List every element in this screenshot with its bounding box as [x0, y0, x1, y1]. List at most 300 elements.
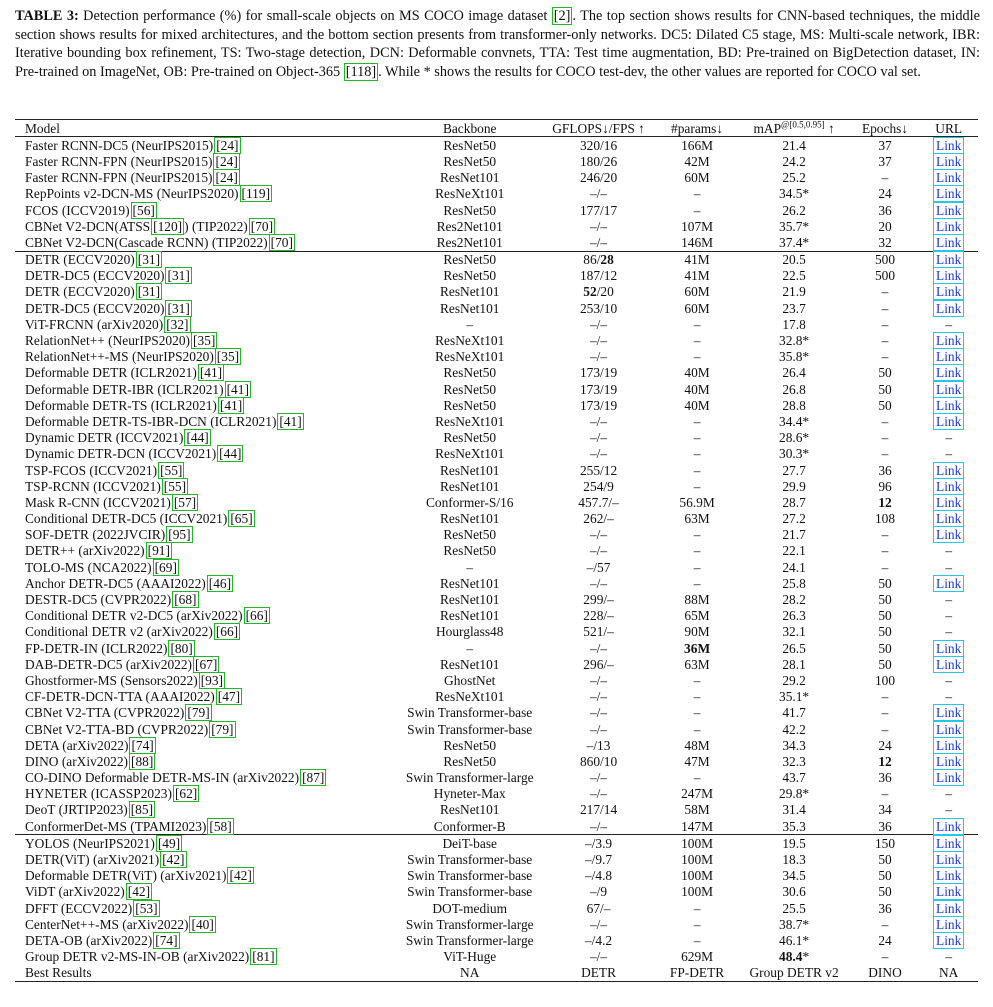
- url-link[interactable]: Link: [933, 510, 964, 527]
- url-link[interactable]: Link: [933, 300, 964, 317]
- cell-backbone: Hyneter-Max: [433, 786, 506, 802]
- citation-link[interactable]: [66]: [245, 608, 268, 624]
- gflops-value: 255/12: [579, 462, 618, 478]
- citation-link[interactable]: [88]: [131, 753, 154, 769]
- cell-model: [15, 575, 399, 591]
- map-value: 26.3: [782, 608, 806, 624]
- params-value: 90M: [684, 624, 710, 640]
- citation-link[interactable]: [79]: [187, 705, 210, 721]
- url-link[interactable]: Link: [933, 332, 964, 349]
- cell-epochs: [851, 640, 920, 656]
- cell-url: [919, 949, 978, 965]
- url-value: –: [945, 543, 953, 559]
- map-value: 29.2: [782, 672, 806, 688]
- url-link[interactable]: Link: [933, 218, 964, 235]
- cell-url: [919, 786, 978, 802]
- citation-link[interactable]: [79]: [211, 721, 234, 737]
- map-value: 24.2: [782, 153, 806, 169]
- cell-backbone: ResNet50: [443, 397, 497, 413]
- url-link[interactable]: Link: [933, 397, 964, 414]
- citation-link[interactable]: [93]: [200, 672, 223, 688]
- table-row: [15, 202, 978, 218]
- cell-backbone: ResNeXt101: [435, 689, 505, 705]
- citation-link[interactable]: [24]: [216, 137, 239, 153]
- cell-url: [919, 721, 978, 737]
- cell-params: [657, 527, 738, 543]
- citation-link[interactable]: [42]: [162, 852, 185, 868]
- gflops-value: 67/–: [586, 900, 611, 916]
- url-link[interactable]: Link: [933, 883, 964, 900]
- url-value: –: [945, 689, 953, 705]
- url-link[interactable]: Link: [933, 137, 964, 154]
- url-link[interactable]: Link: [933, 381, 964, 398]
- cell-backbone: ResNet50: [443, 202, 497, 218]
- citation-link[interactable]: [119]: [241, 186, 271, 202]
- map-value: 28.1: [782, 656, 806, 672]
- header-url: URL: [935, 120, 963, 136]
- cell-epochs: [851, 332, 920, 348]
- citation-link[interactable]: [40]: [191, 916, 214, 932]
- url-link[interactable]: Link: [933, 851, 964, 868]
- url-value: –: [945, 446, 953, 462]
- cell-backbone: Swin Transformer-base: [407, 852, 533, 868]
- cell-epochs: [851, 462, 920, 478]
- cell-map: [737, 268, 850, 284]
- cell-model: [15, 884, 399, 900]
- citation-link[interactable]: [55]: [160, 462, 183, 478]
- url-value: –: [945, 430, 953, 446]
- cell-model: [15, 430, 399, 446]
- citation-link[interactable]: [32]: [166, 316, 189, 332]
- cell-model: [15, 413, 399, 429]
- citation-link[interactable]: [44]: [186, 430, 209, 446]
- url-link[interactable]: Link: [933, 753, 964, 770]
- cell-epochs: [851, 818, 920, 835]
- url-link[interactable]: Link: [933, 818, 964, 835]
- cell-url: [919, 202, 978, 218]
- cell-params: [657, 381, 738, 397]
- url-link[interactable]: Link: [933, 234, 964, 251]
- epochs-value: 50: [878, 397, 892, 413]
- citation-link[interactable]: [42]: [127, 884, 151, 900]
- citation-link[interactable]: [55]: [163, 478, 187, 494]
- table-row: [15, 284, 978, 300]
- cell-map: [737, 332, 850, 348]
- citation-link[interactable]: [35]: [192, 333, 216, 349]
- cell-gflops: [540, 234, 656, 251]
- model-name: CenterNet++-MS (arXiv2022): [25, 916, 189, 932]
- cell-model: [15, 397, 399, 413]
- cell-url: [919, 591, 978, 607]
- cell-gflops: [540, 916, 656, 932]
- url-link[interactable]: Link: [933, 478, 964, 495]
- citation-link[interactable]: [44]: [219, 446, 242, 462]
- epochs-value: –: [881, 413, 889, 429]
- cell-map: [737, 753, 850, 769]
- model-name: FCOS (ICCV2019): [25, 202, 130, 218]
- params-value: –: [693, 478, 701, 494]
- citation-link[interactable]: [24]: [215, 153, 238, 169]
- cell-gflops: [540, 446, 656, 462]
- table-row: [15, 332, 978, 348]
- cell-params: [657, 300, 738, 316]
- section-cnn: [15, 137, 978, 251]
- model-name: Conditional DETR-DC5 (ICCV2021): [25, 511, 228, 527]
- citation-link[interactable]: [66]: [215, 624, 239, 640]
- cell-map: [737, 316, 850, 332]
- citation-link[interactable]: [42]: [229, 868, 252, 884]
- cell-gflops: [540, 494, 656, 510]
- cell-params: [657, 900, 738, 916]
- citation-link[interactable]: [87]: [302, 770, 325, 786]
- gflops-value: –/–: [589, 430, 608, 446]
- url-link[interactable]: Link: [933, 932, 964, 949]
- url-link[interactable]: Link: [933, 721, 964, 738]
- gflops-value: –/–: [589, 446, 608, 462]
- citation-link[interactable]: [24]: [215, 170, 238, 186]
- gflops-value: –/–: [589, 689, 608, 705]
- cell-backbone: ResNet50: [443, 737, 497, 753]
- cell-model: [15, 786, 399, 802]
- url-link[interactable]: Link: [933, 202, 964, 219]
- cell-gflops: [540, 851, 656, 867]
- citation-link[interactable]: [74]: [155, 932, 178, 948]
- citation-link[interactable]: [58]: [209, 818, 232, 834]
- citation-link[interactable]: [56]: [132, 202, 155, 218]
- gflops-value: /20: [596, 284, 614, 300]
- epochs-value: 36: [878, 202, 892, 218]
- citation-link[interactable]: [67]: [194, 656, 218, 672]
- cell-url: [919, 900, 978, 916]
- epochs-value: 50: [878, 381, 892, 397]
- citation-link[interactable]: [69]: [154, 559, 177, 575]
- cell-model: [15, 705, 399, 721]
- caption-ref-2[interactable]: [118]: [345, 63, 377, 80]
- cell-params: [657, 851, 738, 867]
- epochs-value: –: [881, 300, 889, 316]
- cell-url: [919, 218, 978, 234]
- cell-model: [15, 624, 399, 640]
- cell-backbone: ResNet101: [439, 170, 500, 186]
- citation-link[interactable]: [74]: [131, 737, 154, 753]
- url-link[interactable]: Link: [933, 185, 964, 202]
- citation-link[interactable]: [49]: [157, 835, 181, 851]
- header-model: Model: [25, 120, 60, 136]
- url-link[interactable]: Link: [933, 364, 964, 381]
- gflops-value: 173/19: [579, 381, 618, 397]
- cell-map: [737, 462, 850, 478]
- epochs-value: 37: [878, 137, 892, 153]
- epochs-value: 108: [874, 511, 896, 527]
- cell-params: [657, 413, 738, 429]
- cell-backbone: ResNet101: [439, 575, 500, 591]
- cell-epochs: [851, 251, 920, 268]
- cell-map: [737, 153, 850, 169]
- cell-model: [15, 170, 399, 186]
- citation-link[interactable]: [70]: [250, 218, 274, 234]
- cell-epochs: [851, 916, 920, 932]
- citation-link[interactable]: [80]: [170, 640, 193, 656]
- cell-url: [919, 527, 978, 543]
- url-link[interactable]: Link: [933, 640, 964, 657]
- epochs-value: 37: [878, 153, 892, 169]
- url-link[interactable]: Link: [933, 494, 964, 511]
- epochs-value: –: [881, 721, 889, 737]
- citation-link[interactable]: [62]: [174, 786, 198, 802]
- model-name: SOF-DETR (2022JVCIR): [25, 527, 166, 543]
- citation-link[interactable]: [31]: [137, 284, 161, 300]
- citation-link[interactable]: [31]: [167, 300, 190, 316]
- cell-params: [657, 234, 738, 251]
- table-row: [15, 786, 978, 802]
- cell-url: [919, 284, 978, 300]
- cell-backbone: ResNet101: [439, 462, 500, 478]
- params-value: –: [693, 462, 701, 478]
- citation-link[interactable]: [41]: [219, 397, 243, 413]
- gflops-value: –/–: [589, 349, 608, 365]
- citation-link[interactable]: [81]: [252, 949, 275, 965]
- model-name: DETR++ (arXiv2022): [25, 543, 145, 559]
- gflops-value: –/3.9: [584, 835, 613, 851]
- cell-map: [737, 770, 850, 786]
- table-row: [15, 705, 978, 721]
- section-mixed: [15, 251, 978, 835]
- model-name: Anchor DETR-DC5 (AAAI2022): [25, 575, 206, 591]
- params-value: 100M: [681, 868, 714, 884]
- citation-link[interactable]: [31]: [137, 252, 161, 268]
- cell-model: [15, 608, 399, 624]
- cell-backbone: ResNet50: [443, 381, 497, 397]
- cell-map: [737, 884, 850, 900]
- gflops-value: –/4.8: [584, 868, 613, 884]
- cell-url: [919, 268, 978, 284]
- cell-model: [15, 770, 399, 786]
- url-link[interactable]: Link: [933, 916, 964, 933]
- cell-backbone: ResNet50: [443, 153, 497, 169]
- map-value: 25.8: [782, 575, 806, 591]
- cell-gflops: [540, 818, 656, 835]
- cell-map: [737, 137, 850, 154]
- citation-link[interactable]: [91]: [147, 543, 170, 559]
- model-name: Conditional DETR v2-DC5 (arXiv2022): [25, 608, 243, 624]
- cell-url: [919, 753, 978, 769]
- citation-link[interactable]: [31]: [167, 268, 190, 284]
- cell-epochs: [851, 137, 920, 154]
- model-name: Conditional DETR v2 (arXiv2022): [25, 624, 213, 640]
- citation-link[interactable]: [65]: [230, 511, 253, 527]
- caption-ref-1[interactable]: [2]: [553, 8, 571, 24]
- gflops-value: 246/20: [579, 170, 618, 186]
- table-row: [15, 511, 978, 527]
- url-link[interactable]: Link: [933, 153, 964, 170]
- cell-model: [15, 559, 399, 575]
- cell-url: [919, 332, 978, 348]
- gflops-value: 521/–: [583, 624, 614, 640]
- cell-epochs: [851, 478, 920, 494]
- table-row: [15, 818, 978, 835]
- params-value: 166M: [681, 137, 714, 153]
- cell-params: [657, 802, 738, 818]
- params-value: 63M: [684, 656, 710, 672]
- cell-url: [919, 608, 978, 624]
- cell-backbone: ResNeXt101: [435, 186, 505, 202]
- params-value: 40M: [684, 397, 710, 413]
- cell-epochs: [851, 430, 920, 446]
- cell-gflops: [540, 413, 656, 429]
- cell-epochs: [851, 349, 920, 365]
- citation-link[interactable]: [57]: [173, 494, 197, 510]
- cell-params: [657, 137, 738, 154]
- model-name: ViT-FRCNN (arXiv2020): [25, 316, 164, 332]
- cell-url: [919, 884, 978, 900]
- citation-link[interactable]: [95]: [168, 527, 191, 543]
- cell-epochs: [851, 965, 920, 982]
- citation-link[interactable]: [53]: [135, 900, 158, 916]
- params-value: –: [693, 202, 701, 218]
- map-value: 35.8*: [779, 349, 810, 365]
- cell-backbone: Swin Transformer-base: [407, 721, 533, 737]
- citation-link[interactable]: [70]: [270, 234, 293, 250]
- gflops-value: –/13: [586, 737, 611, 753]
- url-link[interactable]: Link: [933, 526, 964, 543]
- epochs-value: 500: [874, 268, 896, 284]
- cell-backbone: DeiT-base: [399, 835, 540, 852]
- cell-gflops: [540, 608, 656, 624]
- url-link[interactable]: Link: [933, 835, 964, 852]
- citation-link[interactable]: [41]: [279, 413, 302, 429]
- cell-model: [15, 511, 399, 527]
- table-row: [15, 494, 978, 510]
- cell-params: [657, 624, 738, 640]
- cell-model: [15, 965, 399, 982]
- cell-url: [919, 137, 978, 154]
- citation-link[interactable]: [41]: [199, 365, 223, 381]
- cell-map: [737, 737, 850, 753]
- cell-model: [15, 284, 399, 300]
- url-link[interactable]: Link: [933, 769, 964, 786]
- model-name: Faster RCNN-FPN (NeurIPS2015): [25, 170, 213, 186]
- params-value: –: [693, 900, 701, 916]
- cell-epochs: [851, 835, 920, 852]
- cell-map: [737, 234, 850, 251]
- header-map: [737, 120, 850, 137]
- url-link[interactable]: Link: [933, 283, 964, 300]
- model-name: DETA (arXiv2022): [25, 737, 129, 753]
- url-value: –: [945, 802, 953, 818]
- cell-params: [657, 965, 738, 982]
- map-value: 34.3: [782, 737, 806, 753]
- table-row: [15, 965, 978, 982]
- cell-gflops: [540, 802, 656, 818]
- citation-link[interactable]: [85]: [130, 802, 154, 818]
- url-link[interactable]: Link: [933, 169, 964, 186]
- citation-link[interactable]: [68]: [174, 592, 197, 608]
- url-link[interactable]: Link: [933, 867, 964, 884]
- cell-gflops: [540, 656, 656, 672]
- cell-backbone: ResNeXt101: [435, 446, 505, 462]
- map-value: 21.9: [782, 284, 806, 300]
- cell-params: [657, 770, 738, 786]
- url-link[interactable]: Link: [933, 704, 964, 721]
- params-value: –: [693, 770, 701, 786]
- gflops-value: –/–: [589, 949, 608, 965]
- cell-map: [737, 656, 850, 672]
- citation-link[interactable]: [41]: [226, 381, 249, 397]
- cell-url: [919, 186, 978, 202]
- cell-map: [737, 965, 850, 982]
- citation-link[interactable]: [46]: [208, 575, 232, 591]
- table-row: [15, 753, 978, 769]
- cell-model: [15, 137, 399, 154]
- cell-params: [657, 494, 738, 510]
- cell-map: [737, 511, 850, 527]
- caption-text-2: . The top section shows results for CNN-based techniques, the middle section shows results for mixed architectures, and the bottom section presents from transformer-only networks. DC5: Dilated C5 stage, MS: Multi-scale network, IBR: Iterative bounding box refinement, TS: Two-stage detection, DCN: Deformable convnets, TTA: Test time augmentation, BD: Pre-trained on BigDetection dataset, IN: Pre-trained on ImageNet, OB: Pre-trained on Object-365: [15, 8, 980, 80]
- url-link[interactable]: Link: [933, 348, 964, 365]
- epochs-value: 50: [878, 884, 892, 900]
- gflops-value: 180/26: [579, 153, 618, 169]
- url-link[interactable]: Link: [933, 737, 964, 754]
- cell-model: [15, 900, 399, 916]
- citation-link[interactable]: [35]: [216, 349, 240, 365]
- gflops-value: –/–: [589, 818, 608, 834]
- url-link[interactable]: Link: [933, 267, 964, 284]
- cell-backbone: ResNet101: [439, 511, 500, 527]
- cell-url: [919, 300, 978, 316]
- params-value: FP-DETR: [669, 965, 725, 981]
- url-link[interactable]: Link: [933, 462, 964, 479]
- params-value: –: [693, 446, 701, 462]
- table-row: [15, 153, 978, 169]
- epochs-value: 96: [878, 478, 892, 494]
- table-row: [15, 251, 978, 268]
- cell-model: [15, 753, 399, 769]
- header-map-arrow: ↑: [824, 120, 835, 136]
- url-link[interactable]: Link: [933, 656, 964, 673]
- map-value: 21.7: [782, 527, 806, 543]
- cell-params: [657, 559, 738, 575]
- citation-link[interactable]: [120]: [153, 218, 183, 234]
- gflops-value: 253/10: [579, 300, 618, 316]
- cell-params: [657, 332, 738, 348]
- cell-backbone: ResNet101: [439, 592, 500, 608]
- url-link[interactable]: Link: [933, 900, 964, 917]
- url-link[interactable]: Link: [933, 413, 964, 430]
- cell-map: [737, 818, 850, 835]
- table-row: [15, 932, 978, 948]
- gflops-value: –/–: [589, 234, 608, 250]
- map-value: 34.4*: [779, 413, 810, 429]
- url-link[interactable]: Link: [933, 251, 964, 268]
- cell-backbone: ResNet50: [443, 753, 497, 769]
- cell-gflops: [540, 543, 656, 559]
- cell-params: [657, 689, 738, 705]
- table-row: [15, 349, 978, 365]
- params-value: 88M: [684, 592, 710, 608]
- epochs-value: –: [881, 430, 889, 446]
- cell-gflops: [540, 672, 656, 688]
- model-name: Deformable DETR (ICLR2021): [25, 365, 197, 381]
- citation-link[interactable]: [47]: [217, 689, 241, 705]
- model-name: CBNet V2-DCN(Cascade RCNN) (TIP2022): [25, 234, 268, 250]
- map-value: 25.5: [782, 900, 806, 916]
- model-name: Dynamic DETR (ICCV2021): [25, 430, 184, 446]
- table-row: [15, 430, 978, 446]
- cell-epochs: [851, 656, 920, 672]
- cell-gflops: [540, 527, 656, 543]
- gflops-value: 860/10: [579, 753, 618, 769]
- url-link[interactable]: Link: [933, 575, 964, 592]
- cell-backbone: –: [466, 640, 474, 656]
